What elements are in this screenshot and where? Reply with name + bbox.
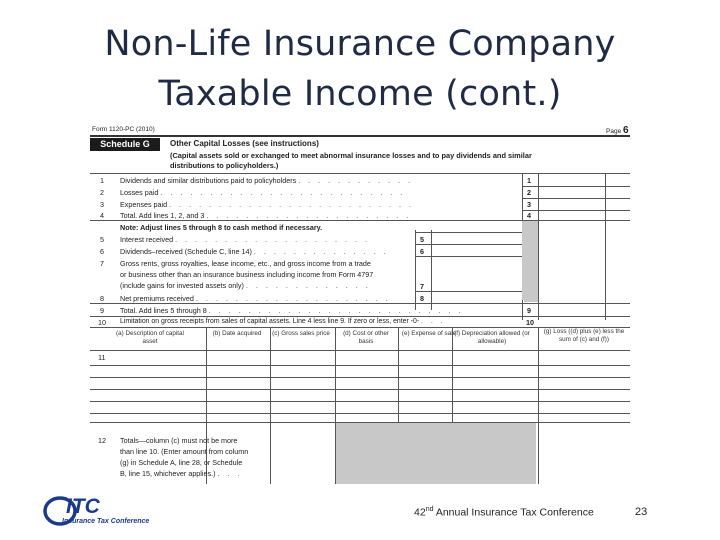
schedule-subheading-2: distributions to policyholders.) <box>170 161 279 170</box>
line-8-num: 8 <box>100 294 104 303</box>
slide-page-number: 23 <box>635 506 648 518</box>
line-9-text: Total. Add lines 5 through 8 . . . . . . . . . . . . . . . . . . . . . . . . . . <box>120 306 464 315</box>
slide-title-line1: Non-Life Insurance Company <box>104 24 616 64</box>
line-2-num: 2 <box>100 188 104 197</box>
line-4-box: 4 <box>527 211 531 220</box>
line-3-num: 3 <box>100 200 104 209</box>
col-f-header: (f) Depreciation allowed (or allowable) <box>454 330 530 345</box>
line-5-box: 5 <box>420 235 424 244</box>
schedule-subheading-1: (Capital assets sold or exchanged to meet abnormal insurance losses and to pay dividends and similar <box>170 151 532 160</box>
line-5-text: Interest received . . . . . . . . . . . . . . . . . . . . <box>120 235 371 244</box>
line-12-text-3: (g) in Schedule A, line 28, or Schedule <box>120 458 243 467</box>
page-label: Page 6 <box>606 125 629 136</box>
line-12-text-1: Totals—column (c) must not be more <box>120 436 238 445</box>
col-c-header: (c) Gross sales price <box>272 330 330 337</box>
itc-logo <box>42 492 172 528</box>
schedule-heading: Other Capital Losses (see instructions) <box>170 139 319 148</box>
line-2-text: Losses paid . . . . . . . . . . . . . . . . . . . . . . . . . <box>120 188 406 197</box>
itc-logo-graphic <box>42 492 172 528</box>
line-6-text: Dividends–received (Schedule C, line 14) . . . . . . . . . . . . . . <box>120 247 389 256</box>
schedule-g-label: Schedule G <box>90 138 160 151</box>
line-5-num: 5 <box>100 235 104 244</box>
line-4-num: 4 <box>100 211 104 220</box>
line-7-box: 7 <box>420 282 424 291</box>
line-8-box: 8 <box>420 294 424 303</box>
line-7-text-3: (include gains for invested assets only) . . . . . . . . . . . . . <box>120 281 371 290</box>
line-6-num: 6 <box>100 247 104 256</box>
line-9-num: 9 <box>100 306 104 315</box>
col-d-header: (d) Cost or other basis <box>343 330 389 345</box>
line-1-num: 1 <box>100 176 104 185</box>
line-3-text: Expenses paid . . . . . . . . . . . . . . . . . . . . . . . . . <box>120 200 415 209</box>
line-11-num: 11 <box>98 353 106 362</box>
note-line: Note: Adjust lines 5 through 8 to cash method if necessary. <box>120 223 323 232</box>
line-3-box: 3 <box>527 200 531 209</box>
line-9-box: 9 <box>527 306 531 315</box>
slide-title-line2: Taxable Income (cont.) <box>158 74 562 114</box>
line-7-text-1: Gross rents, gross royalties, lease income, etc., and gross income from a trade <box>120 259 371 268</box>
col-a-header: (a) Description of capital asset <box>116 330 184 345</box>
form-1120pc-schedule-g <box>90 120 630 484</box>
line-10-text: Limitation on gross receipts from sales of capital assets. Line 4 less line 9. If zero or less, enter -0- . . . <box>120 318 446 325</box>
line-7-text-2: or business other than an insurance business including income from Form 4797 <box>120 270 374 279</box>
col-g-header: (g) Loss ((d) plus (e) less the sum of (c) and (f)) <box>543 328 625 343</box>
logo-text: ITC <box>66 495 100 518</box>
line-10-num: 10 <box>98 318 106 327</box>
line-12-num: 12 <box>98 436 106 445</box>
footer-conference: 42nd Annual Insurance Tax Conference <box>414 506 594 519</box>
line-2-box: 2 <box>527 188 531 197</box>
line-1-text: Dividends and similar distributions paid to policyholders . . . . . . . . . . . . <box>120 176 414 185</box>
line-1-box: 1 <box>527 176 531 185</box>
logo-subtitle: Insurance Tax Conference <box>62 518 150 525</box>
col-e-header: (e) Expense of sale <box>401 330 457 337</box>
line-10-box: 10 <box>526 318 534 327</box>
col-b-header: (b) Date acquired <box>212 330 262 337</box>
line-6-box: 6 <box>420 247 424 256</box>
line-12-text-4: B, line 15, whichever applies.) . . . <box>120 469 243 478</box>
line-7-num: 7 <box>100 259 104 268</box>
line-12-text-2: than line 10. (Enter amount from column <box>120 447 249 456</box>
line-8-text: Net premiums received . . . . . . . . . . . . . . . . . . . . <box>120 294 391 303</box>
form-id: Form 1120-PC (2010) <box>92 126 155 133</box>
line-4-text: Total. Add lines 1, 2, and 3 . . . . . . . . . . . . . . . . . . . . . <box>120 211 412 220</box>
